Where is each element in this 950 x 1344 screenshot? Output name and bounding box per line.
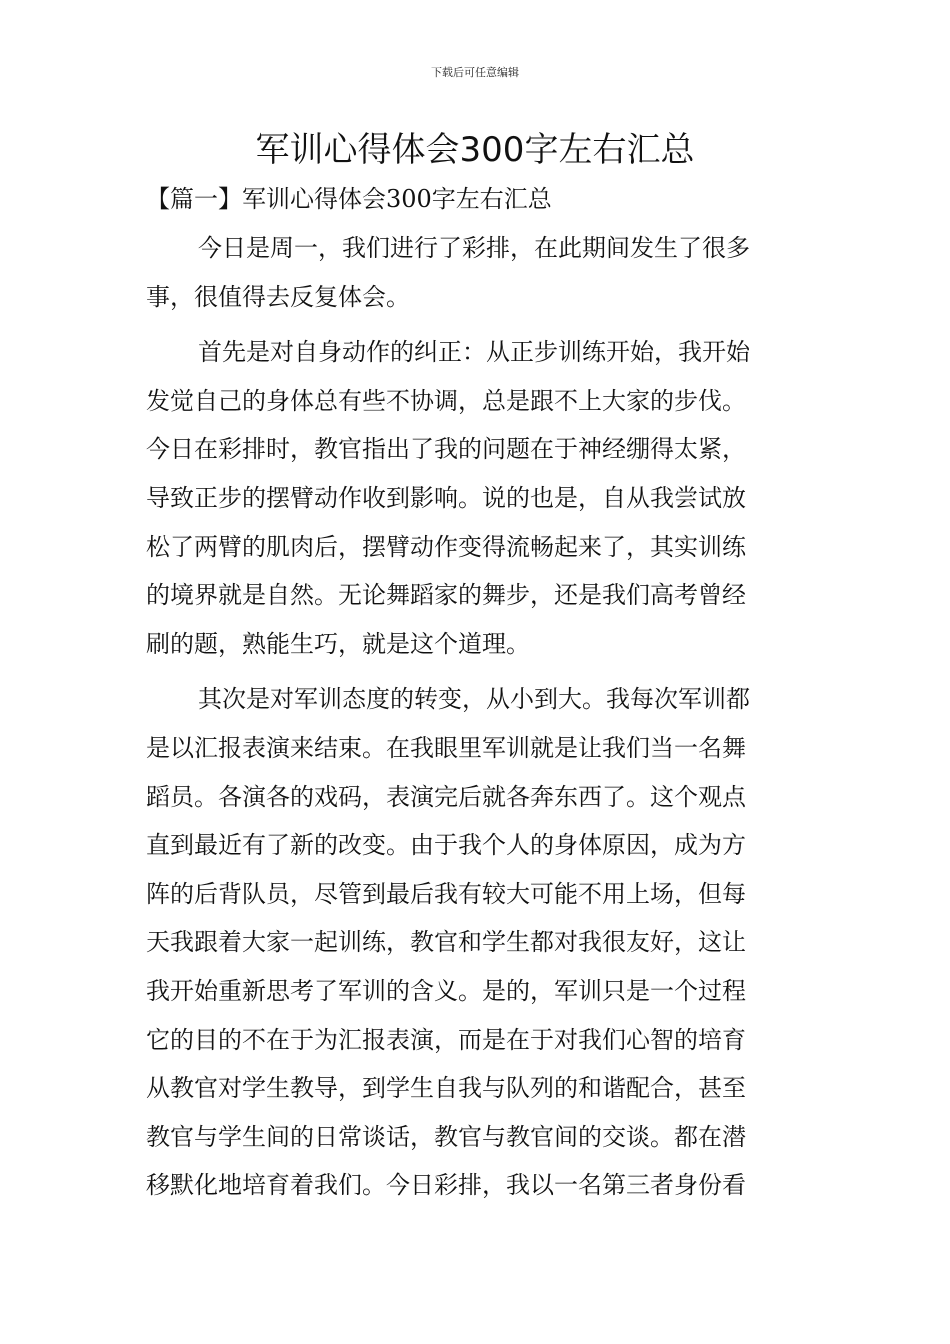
paragraph-line: 蹈员。各演各的戏码，表演完后就各奔东西了。这个观点	[146, 782, 746, 811]
paragraph-line: 今日是周一，我们进行了彩排，在此期间发生了很多	[198, 234, 750, 262]
section-heading: 【篇一】军训心得体会300字左右汇总	[146, 185, 552, 213]
paragraph-line: 直到最近有了新的改变。由于我个人的身体原因，成为方	[146, 831, 746, 860]
paragraph-line: 首先是对自身动作的纠正：从正步训练开始，我开始	[198, 338, 750, 367]
document-body	[146, 224, 806, 1210]
paragraph-line: 是以汇报表演来结束。在我眼里军训就是让我们当一名舞	[146, 733, 746, 762]
paragraph	[146, 224, 806, 321]
paragraph-line: 我开始重新思考了军训的含义。是的，军训只是一个过程	[146, 976, 746, 1005]
paragraph-line: 的境界就是自然。无论舞蹈家的舞步，还是我们高考曾经	[146, 581, 746, 610]
paragraph-line: 事，很值得去反复体会。	[146, 282, 410, 311]
paragraph-line: 刷的题，熟能生巧，就是这个道理。	[146, 629, 530, 658]
paragraph-line: 导致正步的摆臂动作收到影响。说的也是，自从我尝试放	[146, 483, 746, 512]
paragraph-line: 它的目的不在于为汇报表演，而是在于对我们心智的培育	[146, 1025, 746, 1054]
paragraph-line: 其次是对军训态度的转变，从小到大。我每次军训都	[198, 685, 750, 714]
paragraph-line: 发觉自己的身体总有些不协调，总是跟不上大家的步伐。	[146, 386, 746, 415]
paragraph-line: 天我跟着大家一起训练，教官和学生都对我很友好，这让	[146, 928, 746, 957]
document-title: 军训心得体会300字左右汇总	[255, 130, 695, 170]
paragraph-line: 今日在彩排时，教官指出了我的问题在于神经绷得太紧，	[146, 435, 746, 464]
header-note: 下载后可任意编辑	[431, 66, 519, 79]
paragraph-line: 松了两臂的肌肉后，摆臂动作变得流畅起来了，其实训练	[146, 532, 746, 561]
paragraph-line: 从教官对学生教导，到学生自我与队列的和谐配合，甚至	[146, 1074, 746, 1103]
paragraph	[146, 328, 806, 668]
paragraph-line: 阵的后背队员，尽管到最后我有较大可能不用上场，但每	[146, 879, 746, 908]
paragraph-line: 教官与学生间的日常谈话，教官与教官间的交谈。都在潜	[146, 1122, 746, 1151]
paragraph-line: 移默化地培育着我们。今日彩排，我以一名第三者身份看	[146, 1171, 746, 1200]
paragraph	[146, 675, 806, 1210]
